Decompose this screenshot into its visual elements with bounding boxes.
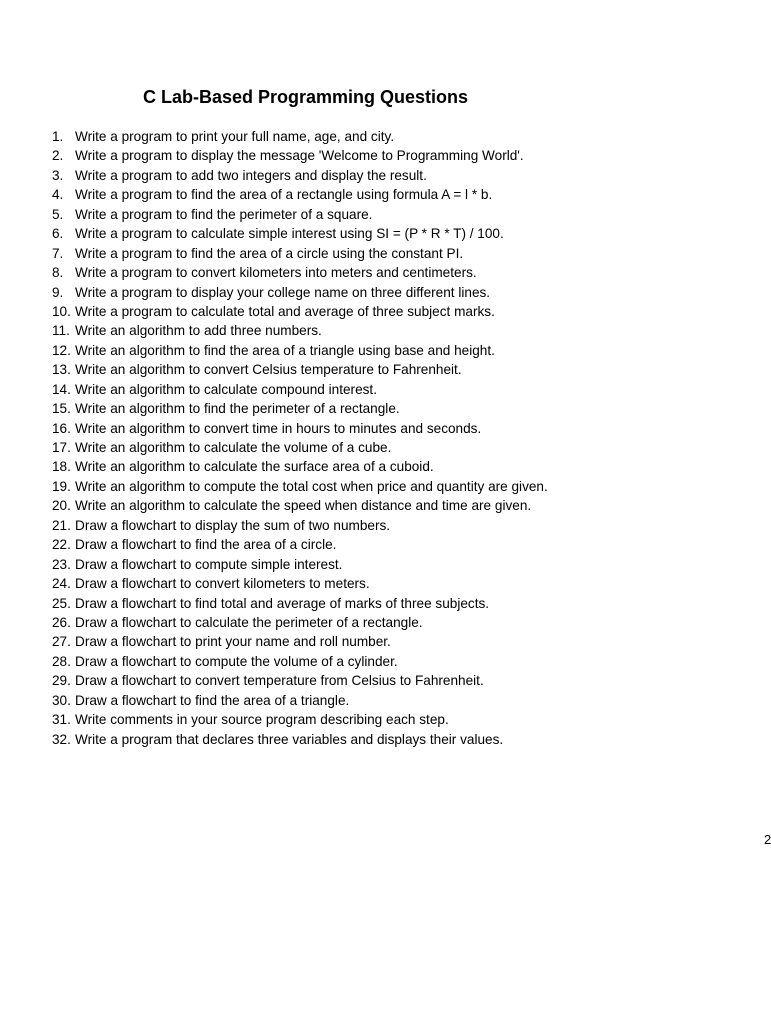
question-item <box>52 321 548 340</box>
question-item <box>52 652 548 671</box>
question-item <box>52 555 548 574</box>
question-number: 12. <box>52 342 71 358</box>
question-number: 14. <box>52 381 71 397</box>
question-text: Write an algorithm to calculate the surface area of a cuboid. <box>75 459 434 475</box>
question-text: Write comments in your source program describing each step. <box>75 712 449 728</box>
question-number: 2. <box>52 148 64 164</box>
question-text: Write an algorithm to convert time in hours to minutes and seconds. <box>75 420 482 436</box>
question-item <box>52 360 548 379</box>
question-text: Write a program that declares three variables and displays their values. <box>75 731 504 747</box>
question-number: 29. <box>52 673 71 689</box>
question-item <box>52 283 548 302</box>
question-number: 8. <box>52 265 64 281</box>
question-number: 13. <box>52 362 71 378</box>
question-number: 11. <box>52 323 70 339</box>
question-text: Write an algorithm to add three numbers. <box>75 323 322 339</box>
question-text: Write a program to find the area of a rectangle using formula A = l * b. <box>75 187 493 203</box>
question-item <box>52 691 548 710</box>
question-number: 6. <box>52 226 64 242</box>
question-text: Write a program to find the area of a circle using the constant PI. <box>75 245 464 261</box>
question-item <box>52 166 548 185</box>
question-item <box>52 205 548 224</box>
question-item <box>52 224 548 243</box>
question-item <box>52 632 548 651</box>
question-list <box>52 127 548 749</box>
question-item <box>52 244 548 263</box>
question-number: 1. <box>52 129 64 144</box>
question-item <box>52 146 548 165</box>
question-text: Write an algorithm to calculate compound interest. <box>75 381 377 397</box>
question-number: 3. <box>52 167 64 183</box>
question-number: 22. <box>52 537 71 553</box>
question-number: 17. <box>52 440 71 455</box>
question-item <box>52 380 548 399</box>
question-number: 21. <box>52 517 71 533</box>
question-item <box>52 516 548 535</box>
question-text: Write an algorithm to calculate the volume of a cube. <box>75 440 392 455</box>
question-number: 10. <box>52 303 71 319</box>
question-item <box>52 419 548 438</box>
question-item <box>52 671 548 690</box>
question-number: 26. <box>52 614 71 630</box>
question-text: Write an algorithm to calculate the speed when distance and time are given. <box>75 498 532 514</box>
question-number: 25. <box>52 595 71 611</box>
question-text: Write a program to convert kilometers into meters and centimeters. <box>75 265 477 281</box>
question-item <box>52 730 548 749</box>
question-number: 5. <box>52 206 64 222</box>
question-text: Draw a flowchart to print your name and roll number. <box>75 634 391 650</box>
question-text: Draw a flowchart to display the sum of two numbers. <box>75 517 391 533</box>
question-text: Write a program to calculate simple interest using SI = (P * R * T) / 100. <box>75 226 504 242</box>
question-number: 9. <box>52 284 64 300</box>
question-text: Write a program to display your college name on three different lines. <box>75 284 491 300</box>
question-item <box>52 399 548 418</box>
question-item <box>52 535 548 554</box>
question-number: 24. <box>52 576 71 592</box>
question-item <box>52 574 548 593</box>
question-number: 20. <box>52 498 71 514</box>
question-item <box>52 457 548 476</box>
question-text: Write a program to print your full name, age, and city. <box>75 129 395 144</box>
question-text: Write a program to add two integers and display the result. <box>75 167 427 183</box>
question-number: 7. <box>52 245 64 261</box>
question-text: Draw a flowchart to compute simple interest. <box>75 556 343 572</box>
question-text: Write an algorithm to compute the total cost when price and quantity are given. <box>75 478 548 494</box>
question-item <box>52 438 548 457</box>
question-number: 19. <box>52 478 71 494</box>
question-text: Write a program to display the message 'Welcome to Programming World'. <box>75 148 524 164</box>
question-item <box>52 263 548 282</box>
page-title: C Lab-Based Programming Questions <box>143 87 469 107</box>
question-text: Draw a flowchart to convert kilometers to meters. <box>75 576 370 592</box>
question-number: 30. <box>52 692 71 708</box>
question-text: Write an algorithm to convert Celsius temperature to Fahrenheit. <box>75 362 462 378</box>
question-item <box>52 613 548 632</box>
question-text: Write an algorithm to find the perimeter of a rectangle. <box>75 401 400 417</box>
question-item <box>52 302 548 321</box>
question-item <box>52 594 548 613</box>
question-item <box>52 496 548 515</box>
question-number: 18. <box>52 459 71 475</box>
question-number: 4. <box>52 187 64 203</box>
question-item <box>52 341 548 360</box>
question-number: 28. <box>52 653 71 669</box>
question-item <box>52 710 548 729</box>
question-number: 31. <box>52 712 71 728</box>
question-item <box>52 127 548 146</box>
page-number-fragment: 2 <box>764 832 771 847</box>
question-text: Write an algorithm to find the area of a triangle using base and height. <box>75 342 495 358</box>
question-text: Write a program to calculate total and average of three subject marks. <box>75 303 495 319</box>
question-number: 32. <box>52 731 71 747</box>
question-text: Draw a flowchart to calculate the perimeter of a rectangle. <box>75 614 423 630</box>
question-text: Draw a flowchart to convert temperature from Celsius to Fahrenheit. <box>75 673 484 689</box>
question-number: 16. <box>52 420 71 436</box>
question-number: 15. <box>52 401 71 417</box>
question-text: Write a program to find the perimeter of a square. <box>75 206 373 222</box>
question-item <box>52 477 548 496</box>
question-text: Draw a flowchart to find the area of a triangle. <box>75 692 350 708</box>
question-text: Draw a flowchart to compute the volume of a cylinder. <box>75 653 398 669</box>
question-text: Draw a flowchart to find the area of a circle. <box>75 537 337 553</box>
question-number: 23. <box>52 556 71 572</box>
question-text: Draw a flowchart to find total and average of marks of three subjects. <box>75 595 490 611</box>
question-number: 27. <box>52 634 71 650</box>
question-item <box>52 185 548 204</box>
